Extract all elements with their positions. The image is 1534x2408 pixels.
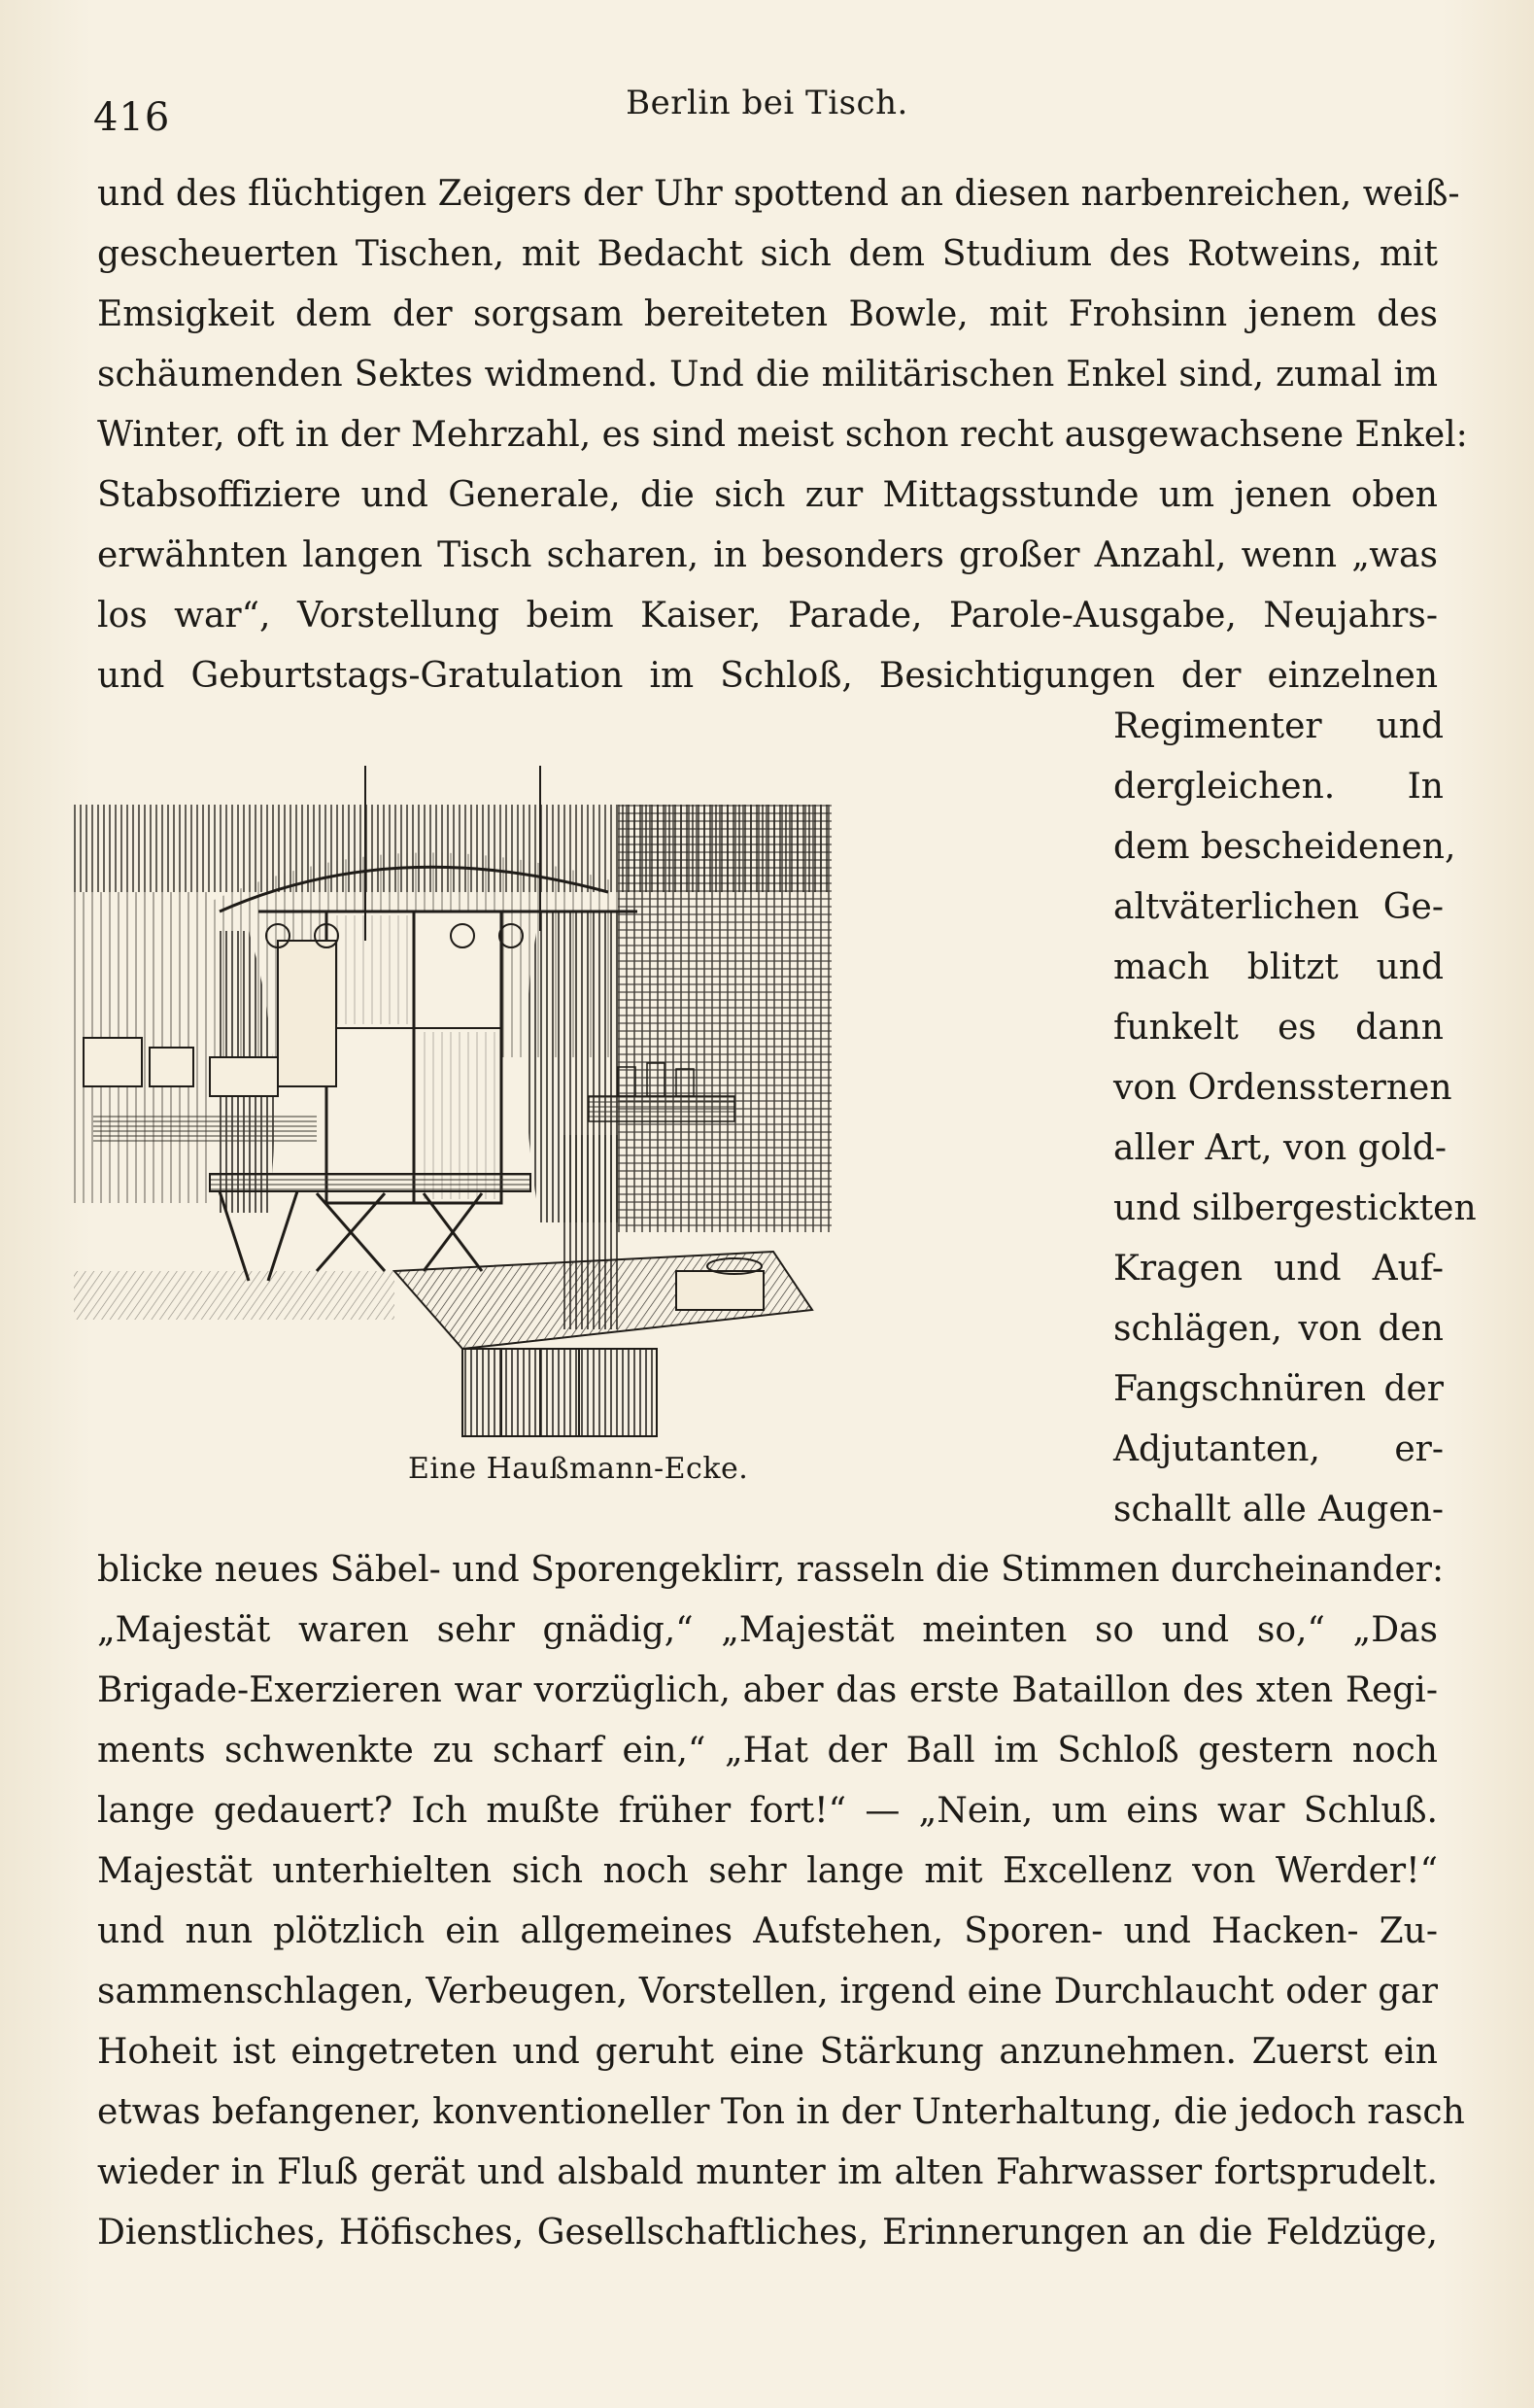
text-line: und Geburtstags-Gratulation im Schloß, Besichtigungen der einzelnen (97, 656, 1438, 696)
side-text-line: von Ordenssternen (1113, 1068, 1452, 1108)
side-text-line: und silbergestickten (1113, 1188, 1477, 1228)
side-text-line: dem bescheidenen, (1113, 827, 1456, 867)
side-text-line: schallt alle Augen- (1113, 1490, 1444, 1530)
text-line: Emsigkeit dem der sorgsam bereiteten Bowle, mit Frohsinn jenem des (97, 294, 1438, 334)
text-line: gescheuerten Tischen, mit Bedacht sich dem Studium des Rotweins, mit (97, 234, 1438, 274)
side-text-line: dergleichen. In (1113, 767, 1444, 807)
side-text-line: Adjutanten, er- (1113, 1429, 1444, 1469)
text-line: etwas befangener, konventioneller Ton in der Unterhaltung, die jedoch rasch (97, 2092, 1465, 2132)
text-line: ments schwenkte zu scharf ein,“ „Hat der Ball im Schloß gestern noch (97, 1731, 1438, 1771)
text-line: lange gedauert? Ich mußte früher fort!“ — „Nein, um eins war Schluß. (97, 1791, 1438, 1831)
side-text-line: Kragen und Auf- (1113, 1249, 1444, 1289)
interior-engraving-image (74, 766, 1086, 1446)
text-line: los war“, Vorstellung beim Kaiser, Parade, Parole-Ausgabe, Neujahrs- (97, 596, 1438, 636)
text-line: erwähnten langen Tisch scharen, in besonders großer Anzahl, wenn „was (97, 535, 1438, 575)
page-number: 416 (93, 95, 171, 140)
text-line: blicke neues Säbel- und Sporengeklirr, rasseln die Stimmen durcheinander: (97, 1550, 1445, 1590)
side-text-line: aller Art, von gold- (1113, 1128, 1448, 1168)
text-line: Hoheit ist eingetreten und geruht eine Stärkung anzunehmen. Zuerst ein (97, 2032, 1438, 2072)
text-line: Dienstliches, Höfisches, Gesellschaftliches, Erinnerungen an die Feldzüge, (97, 2213, 1438, 2253)
text-line: schäumenden Sektes widmend. Und die militärischen Enkel sind, zumal im (97, 355, 1438, 395)
side-text-line: mach blitzt und (1113, 947, 1444, 987)
side-text-line: schlägen, von den (1113, 1309, 1444, 1349)
text-line: wieder in Fluß gerät und alsbald munter im alten Fahrwasser fortsprudelt. (97, 2152, 1438, 2192)
side-text-line: funkelt es dann (1113, 1008, 1444, 1048)
text-line: sammenschlagen, Verbeugen, Vorstellen, irgend eine Durchlaucht oder gar (97, 1972, 1438, 2012)
figure-caption: Eine Haußmann-Ecke. (408, 1452, 749, 1486)
text-line: Stabsoffiziere und Generale, die sich zur Mittagsstunde um jenen oben (97, 475, 1438, 515)
text-line: Brigade-Exerzieren war vorzüglich, aber das erste Bataillon des xten Regi- (97, 1670, 1438, 1710)
text-line: und nun plötzlich ein allgemeines Aufstehen, Sporen- und Hacken- Zu- (97, 1911, 1438, 1951)
text-line: „Majestät waren sehr gnädig,“ „Majestät meinten so und so,“ „Das (97, 1610, 1438, 1650)
side-text-line: Regimenter und (1113, 706, 1444, 746)
text-line: Majestät unterhielten sich noch sehr lange mit Excellenz von Werder!“ (97, 1851, 1438, 1891)
side-text-line: altväterlichen Ge- (1113, 887, 1444, 927)
running-title: Berlin bei Tisch. (626, 84, 908, 122)
side-text-line: Fangschnüren der (1113, 1369, 1444, 1409)
text-line: Winter, oft in der Mehrzahl, es sind meist schon recht ausgewachsene Enkel: (97, 415, 1468, 455)
text-line: und des flüchtigen Zeigers der Uhr spottend an diesen narbenreichen, weiß- (97, 174, 1460, 214)
